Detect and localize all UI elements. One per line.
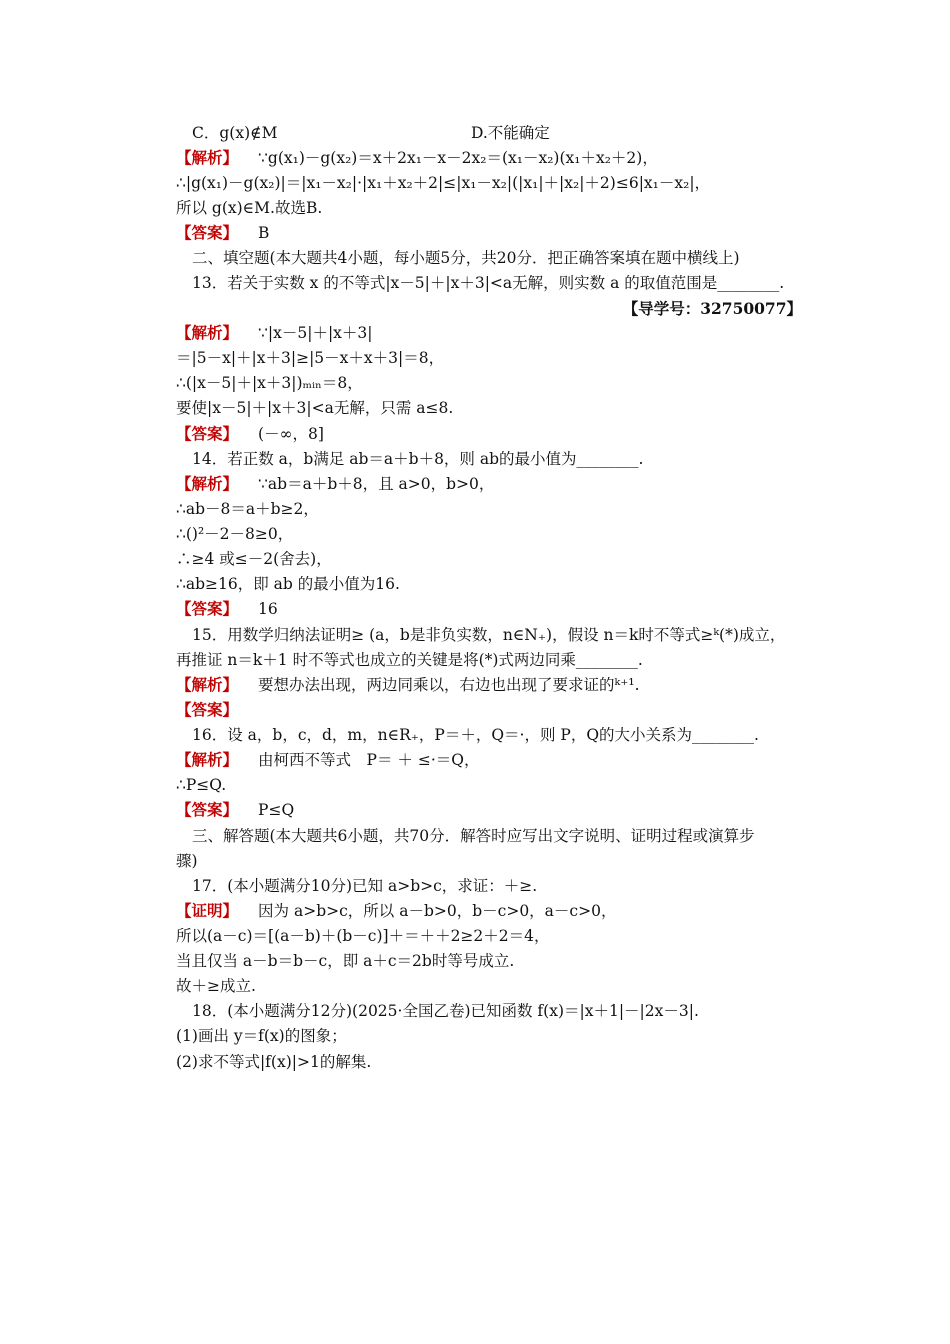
question-stem: 16．设 a，b，c，d，m，n∈R₊，P＝＋，Q＝·，则 P，Q的大小关系为________.	[192, 726, 759, 744]
analysis-line: ＝|5－x|＋|x＋3|≥|5－x＋x＋3|＝8，	[176, 349, 445, 367]
question-part: (1)画出 y＝f(x)的图象；	[176, 1027, 347, 1045]
analysis-label: 【 解析 】	[176, 474, 238, 493]
proof-line: 因为 a>b>c，所以 a－b>0，b－c>0，a－c>0，	[258, 902, 617, 920]
section-heading: 三、解答题(本大题共6小题，共70分．解答时应写出文字说明、证明过程或演算步	[192, 827, 755, 845]
analysis-line: ∴ab≥16，即 ab 的最小值为16.	[176, 575, 400, 593]
question-stem: 13．若关于实数 x 的不等式|x－5|＋|x＋3|<a无解，则实数 a 的取值范围是________.	[192, 274, 785, 292]
question-stem: 14．若正数 a，b满足 ab＝a＋b＋8，则 ab的最小值为________.	[192, 450, 644, 468]
analysis-line: ∵|x－5|＋|x＋3|	[258, 324, 373, 342]
proof-line: 所以(a－c)＝[(a－b)＋(b－c)]＋＝＋＋2≥2＋2＝4，	[176, 927, 550, 945]
answer-label: 【 答案 】	[176, 223, 238, 242]
proof-line: 故＋≥成立.	[176, 977, 256, 995]
analysis-label: 【 解析 】	[176, 750, 238, 769]
q13-answer	[176, 423, 324, 445]
analysis-line: ∵ab＝a＋b＋8，且 a>0，b>0，	[258, 475, 495, 493]
q12-analysis	[176, 147, 658, 169]
analysis-label: 【 解析 】	[176, 148, 238, 167]
analysis-line: 要想办法出现，两边同乘以，右边也出现了要求证的ᵏ⁺¹.	[258, 676, 640, 694]
analysis-line: ∴P≤Q.	[176, 776, 227, 794]
answer-label: 【 答案 】	[176, 599, 238, 618]
answer-value: (－∞，8]	[258, 425, 324, 443]
question-stem: 18．(本小题满分12分)(2025·全国乙卷)已知函数 f(x)＝|x＋1|－|2x－3|.	[192, 1002, 699, 1020]
answer-label: 【 答案 】	[176, 424, 238, 443]
q15-analysis	[176, 674, 640, 696]
reference-number: 【导学号：32750077】	[622, 299, 802, 318]
answer-value: 16	[258, 600, 278, 618]
question-stem: 再推证 n＝k＋1 时不等式也成立的关键是将(*)式两边同乘________.	[176, 651, 643, 669]
analysis-line: 所以 g(x)∈M.故选B.	[176, 199, 323, 217]
section-heading: 二、填空题(本大题共4小题，每小题5分，共20分．把正确答案填在题中横线上)	[192, 249, 740, 267]
q13-analysis	[176, 322, 373, 344]
proof-label: 【 证明 】	[176, 901, 238, 920]
analysis-label: 【 解析 】	[176, 323, 238, 342]
q16-analysis	[176, 749, 479, 771]
answer-value: B	[258, 224, 270, 242]
q14-answer	[176, 598, 278, 620]
question-stem: 17．(本小题满分10分)已知 a>b>c，求证：＋≥.	[192, 877, 538, 895]
answer-value: P≤Q	[258, 801, 295, 819]
question-part: (2)求不等式|f(x)|>1的解集.	[176, 1053, 372, 1071]
analysis-line: ∴ab－8＝a＋b≥2，	[176, 500, 319, 518]
q14-analysis	[176, 473, 494, 495]
option-d: D.不能确定	[471, 124, 550, 142]
q15-answer	[176, 699, 238, 721]
analysis-line: ∴|g(x₁)－g(x₂)|＝|x₁－x₂|·|x₁＋x₂＋2|≤|x₁－x₂|(|x₁|＋|x₂|＋2)≤6|x₁－x₂|，	[176, 174, 711, 192]
answer-label: 【 答案 】	[176, 800, 238, 819]
option-c: C．g(x)∉M	[192, 124, 278, 142]
proof-line: 当且仅当 a－b＝b－c，即 a＋c＝2b时等号成立.	[176, 952, 515, 970]
question-stem: 15．用数学归纳法证明≥ (a，b是非负实数，n∈N₊)，假设 n＝k时不等式≥ᵏ(*)成立，	[192, 626, 786, 644]
q12-answer	[176, 222, 269, 244]
analysis-line: 要使|x－5|＋|x＋3|<a无解，只需 a≤8.	[176, 399, 454, 417]
analysis-line: ∴()²－2－8≥0，	[176, 525, 294, 543]
analysis-line: ∵g(x₁)－g(x₂)＝x＋2x₁－x－2x₂＝(x₁－x₂)(x₁＋x₂＋2)，	[258, 149, 658, 167]
analysis-line: ∴(|x－5|＋|x＋3|)ₘᵢₙ＝8，	[176, 374, 363, 392]
q17-proof	[176, 900, 616, 922]
analysis-line: 由柯西不等式 P＝ ＋ ≤·＝Q，	[258, 751, 480, 769]
q16-answer	[176, 799, 294, 821]
section-heading-cont: 骤)	[176, 852, 198, 870]
answer-label: 【 答案 】	[176, 700, 238, 719]
analysis-label: 【 解析 】	[176, 675, 238, 694]
analysis-line: ∴≥4 或≤－2(舍去)，	[176, 550, 332, 568]
